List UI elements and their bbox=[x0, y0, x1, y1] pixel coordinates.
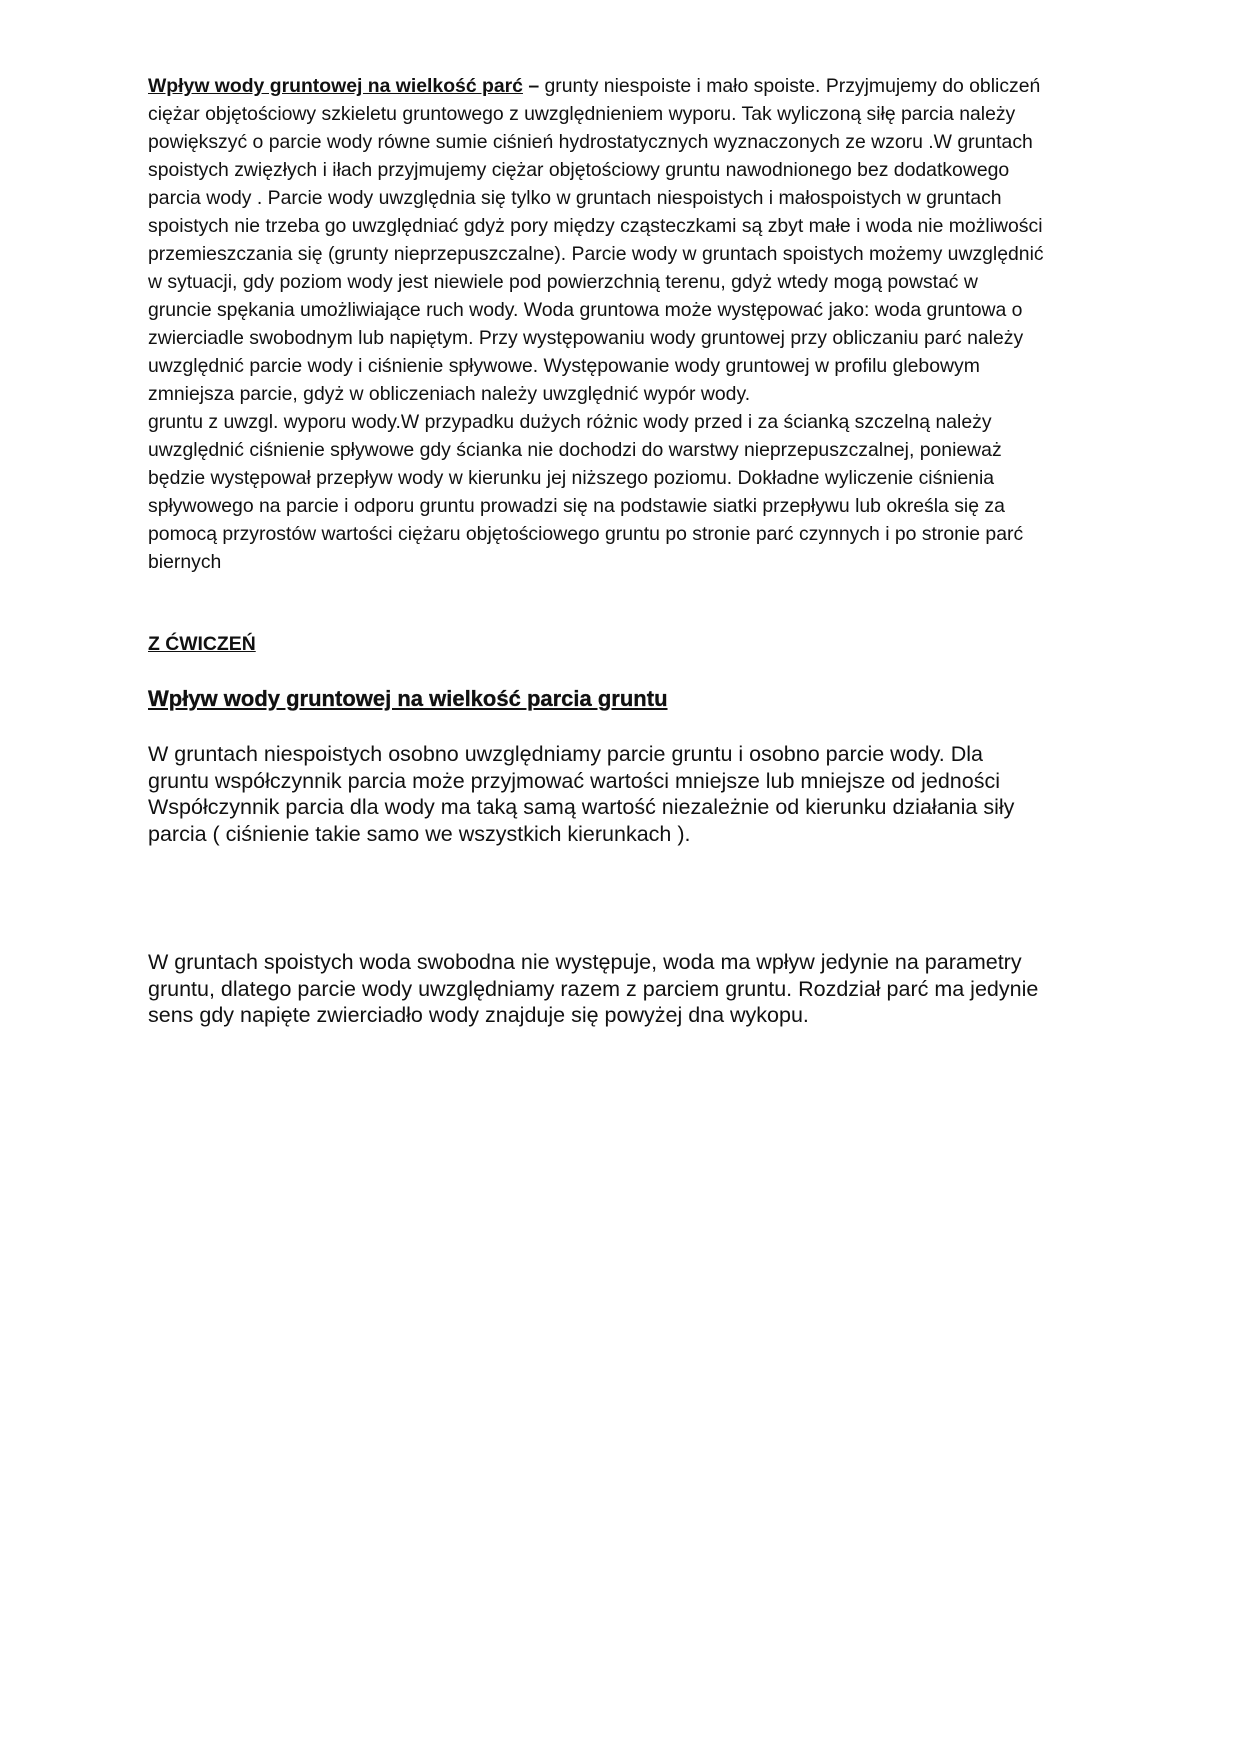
paragraph-line: spływowego na parcie i odporu gruntu prowadzi się na podstawie siatki przepływu lub określa się za bbox=[148, 495, 1005, 517]
paragraph-exercise-2 bbox=[148, 949, 1108, 1029]
paragraph-line: gruntu z uwzgl. wyporu wody.W przypadku dużych różnic wody przed i za ścianką szczelną należy bbox=[148, 411, 992, 433]
paragraph-line: ciężar objętościowy szkieletu gruntowego z uwzględnieniem wyporu. Tak wyliczoną siłę parcia należy bbox=[148, 103, 1016, 125]
paragraph-line: gruncie spękania umożliwiające ruch wody. Woda gruntowa może występować jako: woda gruntowa o bbox=[148, 299, 1023, 321]
paragraph-line: będzie występował przepływ wody w kierunku jej niższego poziomu. Dokładne wyliczenie ciśnienia bbox=[148, 467, 995, 489]
paragraph-exercise-1 bbox=[148, 741, 1108, 847]
paragraph-line: przemieszczania się (grunty nieprzepuszczalne). Parcie wody w gruntach spoistych możemy uwzględnić bbox=[148, 243, 1044, 265]
paragraph-line: Współczynnik parcia dla wody ma taką samą wartość niezależnie od kierunku działania siły bbox=[148, 795, 1015, 819]
paragraph-line: powiększyć o parcie wody równe sumie ciśnień hydrostatycznych wyznaczonych ze wzoru .W gruntach bbox=[148, 131, 1033, 153]
paragraph-line: spoistych zwięzłych i iłach przyjmujemy ciężar objętościowy gruntu nawodnionego bez dodatkowego bbox=[148, 159, 1010, 181]
paragraph-line: biernych bbox=[148, 551, 222, 573]
paragraph-line-text: grunty niespoiste i mało spoiste. Przyjmujemy do obliczeń bbox=[539, 75, 1041, 97]
paragraph-line bbox=[148, 72, 1108, 100]
page-content bbox=[148, 72, 1108, 1027]
paragraph-line: spoistych nie trzeba go uwzględniać gdyż pory między cząsteczkami są zbyt małe i woda nie możliwości bbox=[148, 215, 1043, 237]
paragraph-main bbox=[148, 72, 1108, 576]
paragraph-line: w sytuacji, gdy poziom wody jest niewiele pod powierzchnią terenu, gdyż wtedy mogą powstać w bbox=[148, 271, 978, 293]
paragraph-line: zwierciadle swobodnym lub napiętym. Przy występowaniu wody gruntowej przy obliczaniu parć należy bbox=[148, 327, 1024, 349]
paragraph-line: gruntu, dlatego parcie wody uwzględniamy razem z parciem gruntu. Rozdział parć ma jedynie bbox=[148, 976, 1039, 1001]
paragraph-line: sens gdy napięte zwierciadło wody znajduje się powyżej dna wykopu. bbox=[148, 1003, 809, 1027]
paragraph-line: uwzględnić ciśnienie spływowe gdy ścianka nie dochodzi do warstwy nieprzepuszczalnej, ponieważ bbox=[148, 439, 1002, 461]
paragraph-line: W gruntach niespoistych osobno uwzględniamy parcie gruntu i osobno parcie wody. Dla bbox=[148, 742, 983, 766]
paragraph-line: parcia ( ciśnienie takie samo we wszystkich kierunkach ). bbox=[148, 821, 691, 846]
paragraph-line: W gruntach spoistych woda swobodna nie występuje, woda ma wpływ jedynie na parametry bbox=[148, 950, 1022, 974]
paragraph-line: parcia wody . Parcie wody uwzględnia się tylko w gruntach niespoistych i małospoistych w gruntach bbox=[148, 187, 1002, 209]
paragraph-lead-heading: Wpływ wody gruntowej na wielkość parć bbox=[148, 75, 523, 97]
paragraph-dash: – bbox=[522, 75, 540, 97]
paragraph-line: zmniejsza parcie, gdyż w obliczeniach należy uwzględnić wypór wody. bbox=[148, 383, 751, 405]
paragraph-line: uwzględnić parcie wody i ciśnienie spływowe. Występowanie wody gruntowej w profilu glebowym bbox=[148, 355, 980, 377]
sub-heading: Wpływ wody gruntowej na wielkość parcia gruntu bbox=[148, 686, 668, 711]
paragraph-line: gruntu współczynnik parcia może przyjmować wartości mniejsze lub mniejsze od jedności bbox=[148, 768, 1000, 793]
paragraph-line: pomocą przyrostów wartości ciężaru objętościowego gruntu po stronie parć czynnych i po stronie parć bbox=[148, 523, 1024, 545]
section-heading: Z ĆWICZEŃ bbox=[148, 633, 256, 655]
